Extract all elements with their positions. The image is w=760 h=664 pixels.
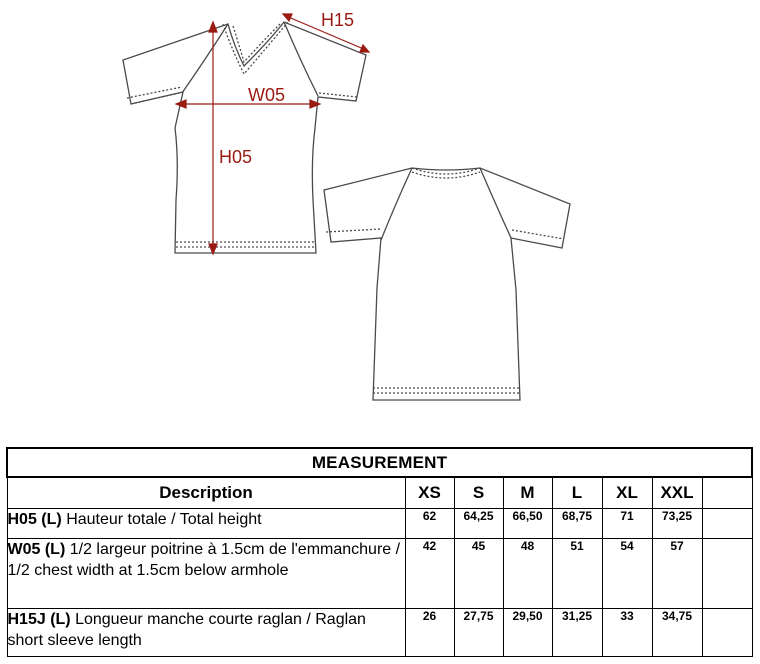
value-cell: 42 (405, 539, 454, 609)
value-cell: 51 (552, 539, 602, 609)
size-header (702, 477, 752, 509)
h15-dimension-label: H15 (321, 10, 355, 30)
row-text: Hauteur totale / Total height (66, 511, 262, 528)
back-tshirt-drawing (324, 168, 570, 400)
row-code: W05 (L) (7, 541, 66, 558)
size-header: XS (405, 477, 454, 509)
row-description (7, 609, 405, 657)
value-cell: 48 (503, 539, 552, 609)
size-header: XL (602, 477, 652, 509)
value-cell: 31,25 (552, 609, 602, 657)
size-header: L (552, 477, 602, 509)
row-description (7, 509, 405, 539)
value-cell: 29,50 (503, 609, 552, 657)
value-cell: 73,25 (652, 509, 702, 539)
table-row (7, 539, 752, 609)
description-header: Description (7, 477, 405, 509)
table-header-row (7, 477, 752, 509)
value-cell: 33 (602, 609, 652, 657)
size-header: S (454, 477, 503, 509)
value-cell: 27,75 (454, 609, 503, 657)
row-text: 1/2 largeur poitrine à 1.5cm de l'emmanchure / 1/2 chest width at 1.5cm below armhole (7, 541, 401, 579)
value-cell: 64,25 (454, 509, 503, 539)
value-cell (702, 539, 752, 609)
value-cell (702, 609, 752, 657)
value-cell (702, 509, 752, 539)
value-cell: 66,50 (503, 509, 552, 539)
measurement-table-container (6, 447, 751, 657)
h05-dimension-label: H05 (219, 147, 253, 167)
value-cell: 57 (652, 539, 702, 609)
w05-dimension-label: W05 (248, 85, 286, 105)
value-cell: 26 (405, 609, 454, 657)
table-row (7, 509, 752, 539)
row-text: Longueur manche courte raglan / Raglan short sleeve length (7, 611, 366, 649)
table-row (7, 609, 752, 657)
row-code: H15J (L) (7, 611, 71, 628)
measurement-table (6, 447, 753, 657)
size-header: M (503, 477, 552, 509)
row-code: H05 (L) (7, 511, 62, 528)
value-cell: 34,75 (652, 609, 702, 657)
value-cell: 71 (602, 509, 652, 539)
size-header: XXL (652, 477, 702, 509)
value-cell: 54 (602, 539, 652, 609)
value-cell: 45 (454, 539, 503, 609)
row-description (7, 539, 405, 609)
value-cell: 68,75 (552, 509, 602, 539)
value-cell: 62 (405, 509, 454, 539)
table-title: MEASUREMENT (7, 448, 752, 477)
